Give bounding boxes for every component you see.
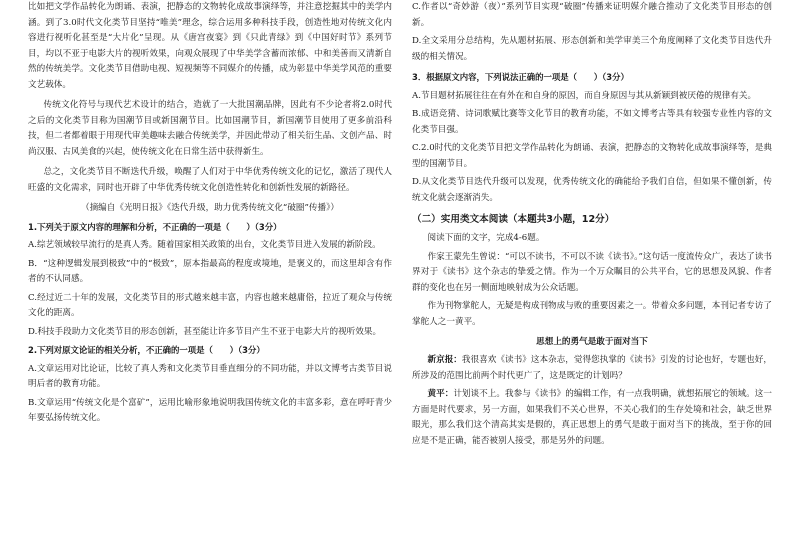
question-2-option-b: B.文章运用“传统文化是个富矿”，运用比喻形象地说明我国传统文化的丰富多彩，意在呼吁青少年要弘扬传统文化。 xyxy=(28,397,392,423)
source-citation: （摘编自《光明日报》《迭代升级，助力优秀传统文化“破圈”传播》） xyxy=(80,203,339,213)
interviewee-text: 计划谈不上。我参与《读书》的编辑工作，有一点我明确，就想拓展它的领域。这一方面是时代要求，另一方面，如果我们不关心世界，不关心我们的生存处境和社会，缺乏世界眼光，那么我们这个清高其实是假的，真正思想上的勇气是敢于面对当下的挑战，至于你的回应是不是正确，能否被别人接受，那是另外的问题。 xyxy=(412,389,772,446)
question-3-option-c: C.2.0时代的文化类节目把文学作品转化为朗诵、表演，把静态的文物转化成故事演绎等，是典型的国潮节目。 xyxy=(412,143,772,169)
interview-answer xyxy=(412,387,772,449)
passage-paragraph-3: 总之，文化类节目不断迭代升级，唤醒了人们对于中华优秀传统文化的记忆，激活了现代人旺盛的文化需求，同时也开辟了中华优秀传统文化创造性转化和创新性发展的新路径。 xyxy=(28,167,392,193)
interview-question xyxy=(412,353,772,384)
question-2-option-d: D.全文采用分总结构，先从题材拓展、形态创新和美学审美三个角度阐释了文化类节目迭代升级的相关情况。 xyxy=(412,36,772,62)
question-1-stem: 1.下列关于原文内容的理解和分析，不正确的一项是（ ）（3分） xyxy=(28,221,282,232)
article-paragraph-2: 作为刊物掌舵人，无疑是构成刊物成与败的重要因素之一。带着众多问题，本刊记者专访了掌舵人之一黄平。 xyxy=(412,301,772,327)
question-1-option-d: D.科技手段助力文化类节目的形态创新，甚至能让许多节目产生不亚于电影大片的视听效果。 xyxy=(28,326,382,337)
reading-instruction: 阅读下面的文字，完成4-6题。 xyxy=(427,233,545,243)
interviewer-text: 我很喜欢《读书》这本杂志，觉得您执掌的《读书》引发的讨论也好，专题也好，所涉及的范围比前两个时代更广了，这是既定的计划吗？ xyxy=(412,355,772,381)
interview-title: 思想上的勇气是敢于面对当下 xyxy=(536,337,648,347)
question-3-option-b: B.成语竞猜、诗词歌赋比赛等文化节目的教育功能，不如文博考古等具有较强专业性内容的文化类节目强。 xyxy=(412,109,772,135)
interviewer-label: 新京报： xyxy=(427,355,462,365)
left-column xyxy=(28,0,392,427)
right-column xyxy=(412,0,772,449)
question-3-option-d: D.从文化类节目迭代升级可以发现，优秀传统文化的确能给予我们自信，但如果不懂创新，传统文化就会逐渐消失。 xyxy=(412,177,772,203)
question-1-option-a: A.综艺领域较早流行的是真人秀。随着国家相关政策的出台，文化类节目进入发展的新阶段。 xyxy=(28,240,381,250)
question-1-option-b: B．“这种逻辑发展到极致”中的“极致”，原本指最高的程度或境地，是褒义的，而这里却含有作者的不认同感。 xyxy=(28,258,392,284)
question-1-option-c: C.经过近二十年的发展，文化类节目的形式越来越丰富，内容也越来越庸俗，拉近了观众与传统文化的距离。 xyxy=(28,292,392,318)
question-3-stem: 3．根据原文内容，下列说法正确的一项是（ ）（3分） xyxy=(412,72,629,82)
passage-paragraph-1: 比如把文学作品转化为朗诵、表演，把静态的文物转化成故事演绎等，并注意挖掘其中的美学内涵。到了3.0时代文化类节目坚持“唯美”理念，综合运用多种科技手段，创造性地对传统文化内容进行视听化甚至是“大片化”呈现。从《唐宫夜宴》到《只此青绿》到《中国好时节》系列节目，均以不亚于电影大片的视听效果，向观众展现了中华美学含蓄而浓郁、中和美善而又清新自然的传统美学。文化类节目借助电视、短视频等不同媒介的传播，成为彰显中华美学风范的重要文艺载体。 xyxy=(28,2,392,90)
section-title: （二）实用类文本阅读（本题共3小题，12分） xyxy=(412,214,615,225)
question-2-option-a: A.文章运用对比论证，比较了真人秀和文化类节目垂直细分的不同功能，并以文博考古类节目说明后者的教育功能。 xyxy=(28,363,392,389)
question-2-stem: 2.下列对原文论证的相关分析，不正确的一项是（ ）（3分） xyxy=(28,345,265,355)
question-2-option-c: C.作者以“奇妙游（夜）”系列节目实现“破圈”传播来证明媒介融合推动了文化类节目形态的创新。 xyxy=(412,2,772,28)
question-3-option-a: A.节目题材拓展往往在有外在和自身的原因，而自身原因与其从新颖到被厌倦的规律有关。 xyxy=(412,90,757,101)
interviewee-label: 黄平： xyxy=(427,389,454,399)
article-paragraph-1: 作家王蒙先生曾说：“可以不读书，不可以不读《读书》。”这句话一度流传众广，表达了读书界对于《读书》这个杂志的挚爱之情。作为一个万众瞩目的公共平台，它的思想及风貌、作者群的变化也在另一侧面地映射成为公众话题。 xyxy=(412,251,772,293)
passage-paragraph-2: 传统文化符号与现代艺术设计的结合，造就了一大批国潮品牌，因此有不少论者将2.0时代之后的文化类节目称为国潮节目或新国潮节目。比如国潮节目，新国潮节目使用了更多前沿科技，但二者都着眼于用现代审美趣味去融合传统美学，并因此带动了相关衍生品、文创产品、时尚汉服、古风美食的兴起，使传统文化在日常生活中获得新生。 xyxy=(28,100,392,157)
